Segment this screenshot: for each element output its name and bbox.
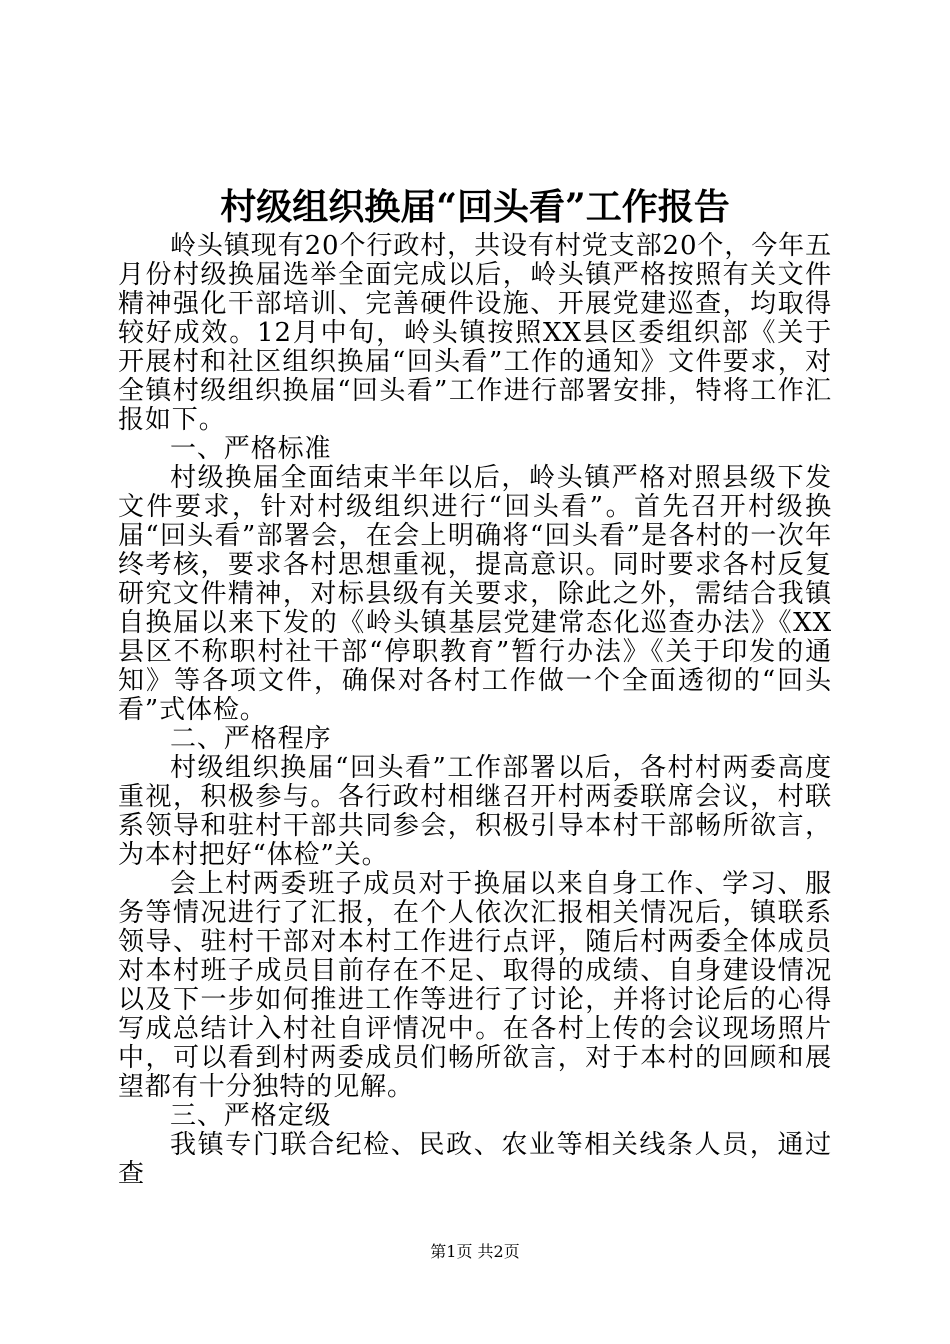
procedure-paragraph-1: 村级组织换届“回头看”工作部署以后，各村村两委高度重视，积极参与。各行政村相继召开村两委联席会议，村联系领导和驻村干部共同参会，积极引导本村干部畅所欲言，为本村把好“体检”关。 — [118, 753, 832, 870]
standards-paragraph: 村级换届全面结束半年以后，岭头镇严格对照县级下发文件要求，针对村级组织进行“回头看”。首先召开村级换届“回头看”部署会，在会上明确将“回头看”是各村的一次年终考核，要求各村思想重视，提高意识。同时要求各村反复研究文件精神，对标县级有关要求，除此之外，需结合我镇自换届以来下发的《岭头镇基层党建常态化巡查办法》《XX县区不称职村社干部“停职教育”暂行办法》《关于印发的通知》等各项文件，确保对各村工作做一个全面透彻的“回头看”式体检。 — [118, 463, 832, 725]
intro-paragraph: 岭头镇现有20个行政村，共设有村党支部20个，今年五月份村级换届选举全面完成以后，岭头镇严格按照有关文件精神强化干部培训、完善硬件设施、开展党建巡查，均取得较好成效。12月中旬，岭头镇按照XX县区委组织部《关于开展村和社区组织换届“回头看”工作的通知》文件要求，对全镇村级组织换届“回头看”工作进行部署安排，特将工作汇报如下。 — [118, 231, 832, 435]
document-title: 村级组织换届“回头看”工作报告 — [220, 186, 730, 228]
section-heading-procedure: 二、严格程序 — [170, 724, 332, 754]
grading-paragraph: 我镇专门联合纪检、民政、农业等相关线条人员，通过查 — [118, 1130, 832, 1189]
procedure-paragraph-2: 会上村两委班子成员对于换届以来自身工作、学习、服务等情况进行了汇报，在个人依次汇报相关情况后，镇联系领导、驻村干部对本村工作进行点评，随后村两委全体成员对本村班子成员目前存在不足、取得的成绩、自身建设情况以及下一步如何推进工作等进行了讨论，并将讨论后的心得写成总结计入村社自评情况中。在各村上传的会议现场照片中，可以看到村两委成员们畅所欲言，对于本村的回顾和展望都有十分独特的见解。 — [118, 869, 832, 1102]
page-number-footer: 第1页 共2页 — [430, 1242, 520, 1261]
document-body — [118, 232, 832, 1189]
section-heading-grading: 三、严格定级 — [170, 1101, 332, 1131]
section-heading-standards: 一、严格标准 — [170, 434, 332, 464]
